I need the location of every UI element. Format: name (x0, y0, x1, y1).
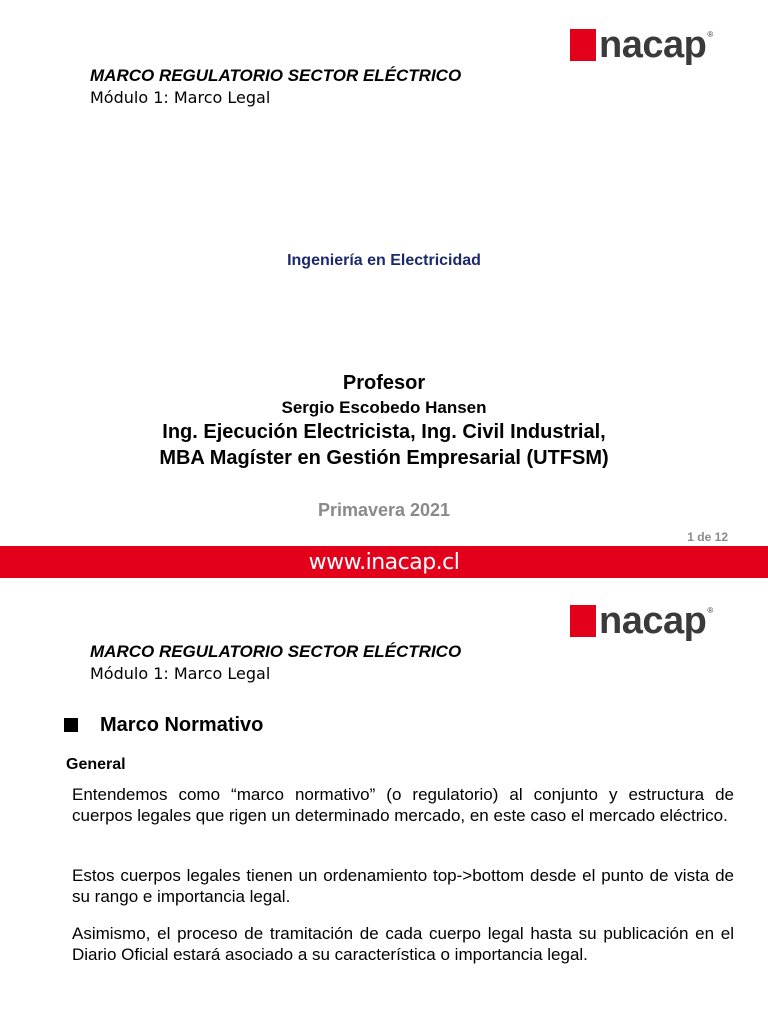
inacap-logo (570, 26, 713, 64)
square-bullet-icon (64, 718, 78, 732)
paragraph: Entendemos como “marco normativo” (o regulatorio) al conjunto y estructura de cuerpos legales que rigen un determinado mercado, en este caso el mercado eléctrico. (72, 785, 734, 825)
professor-title-1: Ing. Ejecución Electricista, Ing. Civil Industrial, (162, 421, 606, 443)
semester: Primavera 2021 (317, 500, 451, 520)
program-name: Ingeniería en Electricidad (287, 252, 481, 269)
inacap-logo-mark (570, 29, 596, 61)
paragraph: Asimismo, el proceso de tramitación de cada cuerpo legal hasta su publicación en el Diario Oficial estará asociado a su característica o importancia legal. (72, 924, 734, 964)
inacap-logo-text: nacap (599, 600, 707, 642)
professor-title-2: MBA Magíster en Gestión Empresarial (UTFSM) (159, 447, 609, 469)
course-title: MARCO REGULATORIO SECTOR ELÉCTRICO (90, 66, 462, 85)
professor-name: Sergio Escobedo Hansen (281, 398, 487, 417)
subheading: General (66, 756, 126, 773)
module-label: Módulo 1: Marco Legal (90, 88, 271, 107)
registered-mark: ® (707, 606, 714, 615)
course-title: MARCO REGULATORIO SECTOR ELÉCTRICO (90, 642, 462, 661)
page-number: 1 de 12 (687, 530, 728, 544)
registered-mark: ® (707, 30, 714, 39)
footer-bar (0, 546, 768, 578)
paragraph: Estos cuerpos legales tienen un ordenamiento top->bottom desde el punto de vista de su rango e importancia legal. (72, 866, 734, 906)
inacap-logo-mark (570, 605, 596, 637)
professor-label: Profesor (342, 372, 426, 394)
section-title: Marco Normativo (100, 714, 264, 736)
inacap-logo-text: nacap (599, 24, 707, 66)
slide-2 (0, 588, 768, 1024)
inacap-logo (570, 602, 713, 640)
footer-url[interactable]: www.inacap.cl (308, 549, 460, 575)
module-label: Módulo 1: Marco Legal (90, 664, 271, 683)
